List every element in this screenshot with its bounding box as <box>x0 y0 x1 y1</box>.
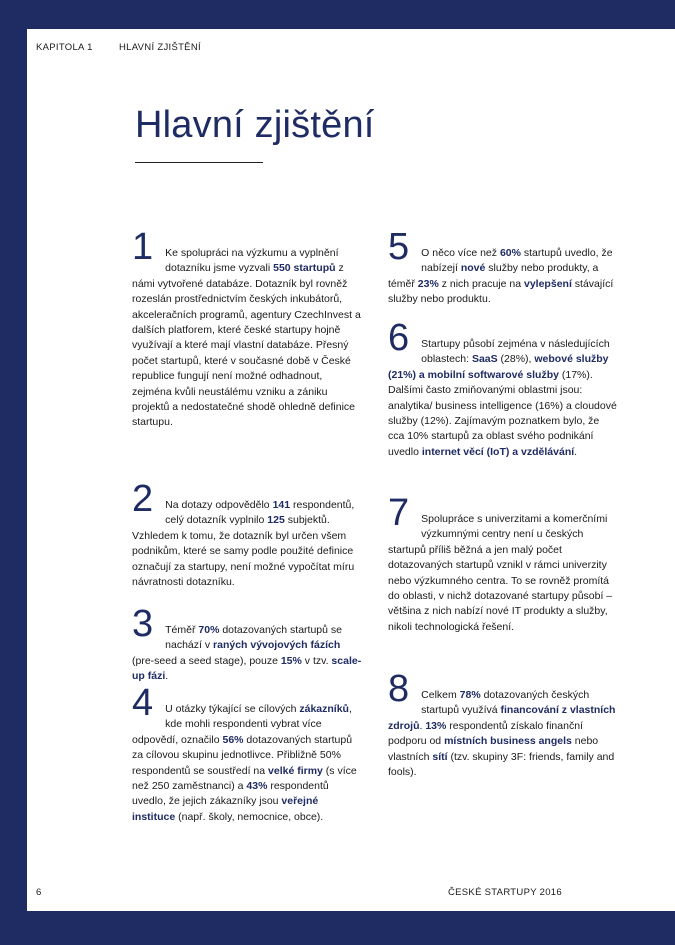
finding-text <box>132 682 362 825</box>
highlighted-text: vylepšení <box>524 277 572 290</box>
finding-7 <box>388 492 618 671</box>
page-title: Hlavní zjištění <box>135 104 375 146</box>
text-segment: dotazovaných startupů se nachází v <box>165 624 342 652</box>
text-segment: , kde mohli respondenti vybrat více odpovědí, označilo <box>132 703 352 746</box>
finding-3 <box>132 603 362 685</box>
text-segment: nebo vlastních <box>388 735 599 763</box>
chapter-label: KAPITOLA 1 <box>36 42 93 53</box>
section-label: HLAVNÍ ZJIŠTĚNÍ <box>119 42 201 53</box>
text-segment: Spolupráce s univerzitami a komerčními výzkumnými centry není u českých startupů příliš běžná a jen malý počet dotazovaných startupů vznikl v rámci univerzity nebo výzkumného centra. To se rovněž promítá do oblasti, v nichž dotazované startupy působí – většina z nich nabízí nové IT produkty a služby, nikoli technologická řešení. <box>388 513 613 633</box>
highlighted-text: 125 <box>267 514 285 527</box>
finding-text <box>388 668 618 780</box>
finding-2 <box>132 478 362 606</box>
text-segment: v tzv. <box>301 654 332 667</box>
text-segment: O něco více než <box>421 247 500 259</box>
text-segment: U otázky týkající se cílových <box>165 703 300 715</box>
text-segment: Startupy působí zejména v následujících oblastech: <box>421 338 610 366</box>
publication-title: ČESKÉ STARTUPY 2016 <box>448 887 562 898</box>
text-segment: . <box>574 445 578 458</box>
running-header <box>36 42 201 53</box>
text-segment: (s více než 250 zaměstnanci) a <box>132 764 357 793</box>
page-number: 6 <box>36 887 42 898</box>
finding-number: 2 <box>132 478 154 520</box>
text-segment: subjektů. Vzhledem k tomu, že dotazník byl určen všem podnikům, které se samy podle použité definice označují za startupy, není možné vypočítat míru návratnosti dotazníku. <box>132 514 355 589</box>
finding-text <box>132 603 362 685</box>
finding-5 <box>388 226 618 320</box>
text-segment: z nich pracuje na <box>438 277 524 290</box>
finding-number: 8 <box>388 668 410 710</box>
finding-text <box>132 478 362 590</box>
finding-number: 7 <box>388 492 410 534</box>
highlighted-text: 23% <box>417 277 439 290</box>
highlighted-text: 60% <box>499 247 521 259</box>
highlighted-text: financování z vlastních zdrojů <box>388 704 616 732</box>
highlighted-text: 70% <box>198 624 220 636</box>
highlighted-text: SaaS <box>471 353 498 366</box>
finding-number: 5 <box>388 226 410 268</box>
text-segment: (např. školy, nemocnice, obce). <box>175 810 324 823</box>
findings-column-right <box>388 226 618 780</box>
text-segment: dotazovaných českých startupů využívá <box>421 689 590 717</box>
finding-1 <box>132 226 362 481</box>
text-segment: (17%). Dalšími často zmiňovanými oblastmi jsou: analytika/ business intelligence (16%) a cloudové služby (12%). Zajímavým poznatkem bylo, že cca 10% startupů za oblast svého podnikání uvedlo <box>388 368 617 458</box>
page <box>27 29 675 911</box>
highlighted-text: 15% <box>280 654 302 667</box>
finding-text <box>132 226 362 431</box>
text-segment: Celkem <box>421 689 460 701</box>
finding-4 <box>132 682 362 825</box>
text-segment: dotazovaných startupů za cílovou skupinu jednotlivce. Přibližně 50% respondentů se soustředí na <box>132 733 353 777</box>
highlighted-text: 56% <box>222 733 244 746</box>
text-segment: respondentů uvedlo, že jejich zákazníky jsou <box>132 780 329 808</box>
finding-8 <box>388 668 618 780</box>
text-segment: z námi vytvořené databáze. Dotazník byl rovněž rozeslán prostřednictvím českých inkubátorů, akceleračních programů, agentury CzechInvest a dalších platforem, které české startupy hojně využívají a které mají vlastní databáze. Přesný počet startupů, které v současné době v České republice fungují není možné odhadnout, zejména kvůli neustálému vzniku a zániku projektů a nedostatečné shodě ohledně definice startupu. <box>132 262 361 429</box>
text-segment: Na dotazy odpovědělo <box>165 499 273 511</box>
text-segment: Téměř <box>165 624 199 636</box>
highlighted-text: raných vývojových fázích <box>213 639 341 652</box>
finding-text <box>388 492 618 635</box>
highlighted-text: nové <box>460 262 486 275</box>
highlighted-text: scale-up fázi <box>132 654 362 683</box>
highlighted-text: 13% <box>425 719 447 732</box>
text-segment: respondentů získalo finanční podporu od <box>388 719 583 748</box>
text-segment: stávající služby nebo produktu. <box>388 277 614 306</box>
highlighted-text: sítí <box>432 750 448 763</box>
highlighted-text: 43% <box>246 780 268 793</box>
text-segment: (tzv. skupiny 3F: friends, family and fools). <box>388 750 615 779</box>
highlighted-text: 78% <box>459 689 481 701</box>
title-underline <box>135 162 263 163</box>
text-segment: služby nebo produkty, a téměř <box>388 262 599 290</box>
highlighted-text: 550 startupů <box>273 262 336 275</box>
highlighted-text: zákazníků <box>299 703 349 715</box>
text-segment: . <box>165 670 169 683</box>
highlighted-text: veřejné instituce <box>132 795 319 823</box>
highlighted-text: 141 <box>272 499 291 511</box>
text-segment: . <box>419 719 426 732</box>
text-segment: startupů uvedlo, že nabízejí <box>421 247 613 275</box>
text-segment: Ke spolupráci na výzkumu a vyplnění dotazníku jsme vyzvali <box>165 247 339 275</box>
findings-column-left <box>132 226 362 825</box>
finding-number: 1 <box>132 226 154 268</box>
text-segment: respondentů, celý dotazník vyplnilo <box>165 499 355 527</box>
highlighted-text: velké firmy <box>268 764 323 777</box>
text-segment: (pre-seed a seed stage), pouze <box>132 654 281 667</box>
highlighted-text: webové služby (21%) a mobilní softwarové služby <box>388 353 609 381</box>
highlighted-text: internet věcí (IoT) a vzdělávání <box>421 445 575 458</box>
highlighted-text: místních business angels <box>444 735 572 748</box>
finding-text <box>388 317 618 460</box>
finding-number: 4 <box>132 682 154 724</box>
finding-number: 6 <box>388 317 410 359</box>
finding-number: 3 <box>132 603 154 645</box>
finding-6 <box>388 317 618 495</box>
text-segment: (28%), <box>497 353 535 366</box>
finding-text <box>388 226 618 308</box>
